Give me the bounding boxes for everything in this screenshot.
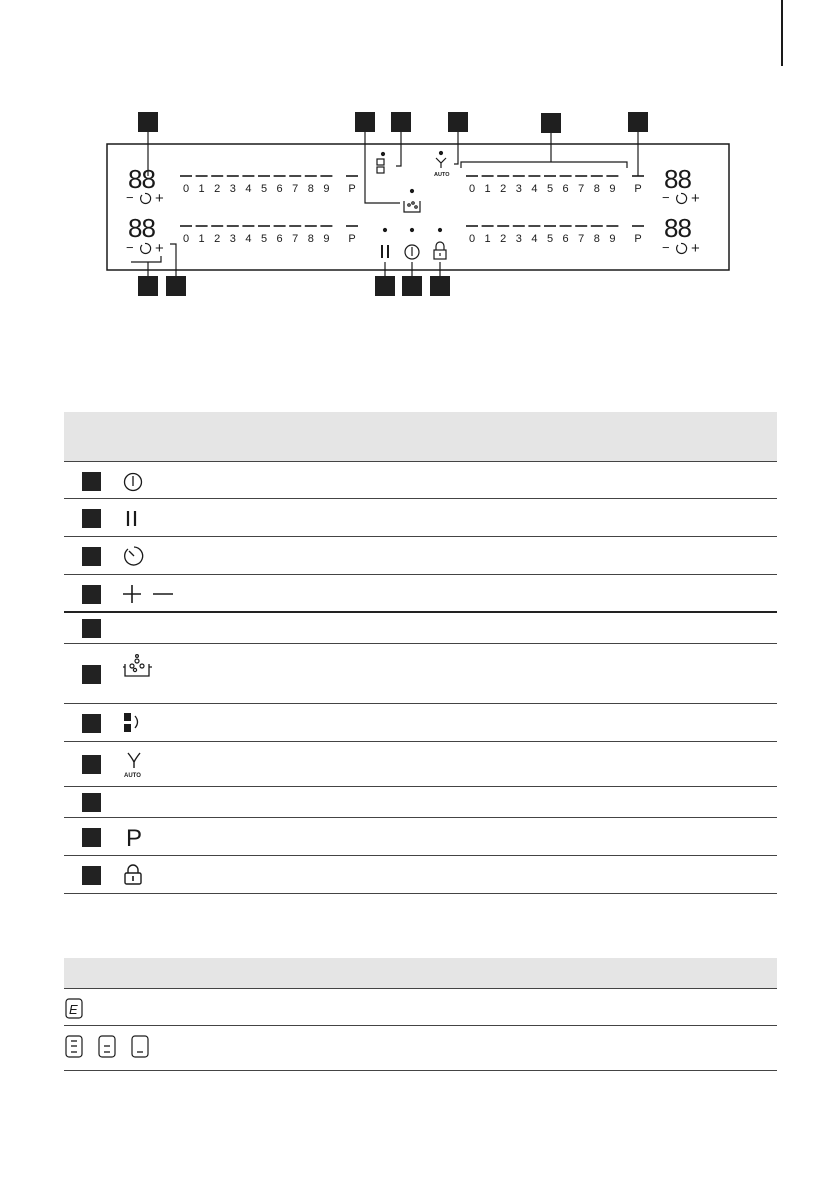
timer-plus[interactable]: + xyxy=(691,190,700,207)
table-row xyxy=(64,644,777,704)
bottom-left-scale-label: 2 xyxy=(214,233,221,245)
timer-minus[interactable]: − xyxy=(126,190,134,205)
bottom-right-scale-label: 4 xyxy=(531,233,538,245)
top-left-scale-label: 8 xyxy=(307,183,314,195)
callout-box xyxy=(448,112,468,132)
row-number-box xyxy=(82,619,101,638)
pause-icon xyxy=(122,508,144,530)
top-left-scale-label: 9 xyxy=(323,183,330,195)
callout-box xyxy=(166,276,186,296)
bottom-left-scale-label: 0 xyxy=(182,233,190,245)
top-right-scale-label: P xyxy=(634,183,642,195)
callout-box xyxy=(391,112,411,132)
table-row xyxy=(64,856,777,894)
lock-icon xyxy=(122,863,144,887)
power-icon xyxy=(122,471,144,493)
top-left-scale-label: 3 xyxy=(229,183,236,195)
table-row xyxy=(64,742,777,787)
callout-box xyxy=(375,276,395,296)
callout-box xyxy=(628,112,648,132)
bottom-right-scale-label: 0 xyxy=(468,233,476,245)
sensor-field-table xyxy=(64,412,777,894)
row-number-box xyxy=(82,547,101,566)
bottom-left-scale-label: 4 xyxy=(245,233,252,245)
auto-label: AUTO xyxy=(434,172,450,178)
bottom-left-scale-label: 6 xyxy=(276,233,283,245)
control-panel-diagram xyxy=(0,0,839,310)
bottom-left-scale-label: 1 xyxy=(198,233,205,245)
table-row xyxy=(64,704,777,742)
bottom-right-scale-label: 1 xyxy=(484,233,491,245)
top-left-scale-label: 7 xyxy=(292,183,299,195)
row-number-box xyxy=(82,793,101,812)
row-number-box xyxy=(82,755,101,774)
timer-minus[interactable]: − xyxy=(126,240,134,255)
boil-pot-icon xyxy=(122,654,156,680)
table-row xyxy=(64,613,777,644)
top-right-scale-label: 1 xyxy=(484,183,491,195)
top-right-scale-label: 3 xyxy=(515,183,522,195)
timer-clock-icon[interactable] xyxy=(677,193,687,203)
e-label: E xyxy=(69,1002,78,1017)
top-right-scale-label: 9 xyxy=(609,183,616,195)
timer-minus[interactable]: − xyxy=(662,190,670,205)
residual-heat-icons xyxy=(64,1034,164,1060)
timer-plus[interactable]: + xyxy=(155,240,164,257)
panel-outline xyxy=(107,144,729,270)
top-right-scale-label: 8 xyxy=(593,183,600,195)
bottom-left-scale-label: P xyxy=(348,233,356,245)
top-right-scale-label: 4 xyxy=(531,183,538,195)
row-number-box xyxy=(82,585,101,604)
top-left-scale-label: 4 xyxy=(245,183,252,195)
timer-clock-icon[interactable] xyxy=(141,243,151,253)
hob2hood-auto-icon xyxy=(122,750,148,780)
callout-box xyxy=(138,112,158,132)
top-left-scale-label: 0 xyxy=(182,183,190,195)
bottom-right-scale-label: 3 xyxy=(515,233,522,245)
top-right-scale-label: 7 xyxy=(578,183,585,195)
bottom-right-scale-label: 8 xyxy=(593,233,600,245)
row-number-box xyxy=(82,866,101,885)
timer-plus[interactable]: + xyxy=(691,240,700,257)
row-number-box xyxy=(82,509,101,528)
top-right-scale-label: 0 xyxy=(468,183,476,195)
top-right-scale-label: 5 xyxy=(546,183,554,195)
timer-icon xyxy=(122,544,146,568)
bottom-right-scale-label: 2 xyxy=(500,233,507,245)
table-row xyxy=(64,461,777,499)
timer-plus[interactable]: + xyxy=(155,190,164,207)
bottom-right-scale-label: P xyxy=(634,233,642,245)
bottom-left-scale-label: 3 xyxy=(229,233,236,245)
top-left-scale-label: 1 xyxy=(198,183,205,195)
zone-display: 88 xyxy=(664,164,691,194)
bottom-left-scale-label: 7 xyxy=(292,233,299,245)
callout-box xyxy=(430,276,450,296)
zone-display: 88 xyxy=(128,164,155,194)
timer-clock-icon[interactable] xyxy=(141,193,151,203)
table-row xyxy=(64,1026,777,1071)
table-row xyxy=(64,818,777,856)
bottom-left-scale-label: 9 xyxy=(323,233,330,245)
plus-minus-icon xyxy=(122,583,182,605)
table-row xyxy=(64,537,777,575)
callout-box xyxy=(355,112,375,132)
zone-display: 88 xyxy=(128,213,155,243)
bottom-right-scale-label: 9 xyxy=(609,233,616,245)
bottom-left-scale-label: 8 xyxy=(307,233,314,245)
bottom-right-scale-label: 6 xyxy=(562,233,569,245)
top-left-scale-label: 5 xyxy=(260,183,268,195)
top-right-scale-label: 6 xyxy=(562,183,569,195)
callout-box xyxy=(402,276,422,296)
power-boost-p-icon xyxy=(122,824,144,850)
timer-clock-icon[interactable] xyxy=(677,243,687,253)
zone-display: 88 xyxy=(664,213,691,243)
table-row xyxy=(64,575,777,613)
table-row xyxy=(64,499,777,537)
table-header xyxy=(64,958,777,988)
row-number-box xyxy=(82,714,101,733)
row-number-box xyxy=(82,665,101,684)
bridge-zone-icon xyxy=(122,711,144,735)
bottom-left-scale-label: 5 xyxy=(260,233,268,245)
callout-box xyxy=(138,276,158,296)
table-row xyxy=(64,988,777,1026)
bottom-right-scale-label: 5 xyxy=(546,233,554,245)
top-left-scale-label: P xyxy=(348,183,356,195)
error-e-icon xyxy=(64,997,88,1021)
bottom-right-scale-label: 7 xyxy=(578,233,585,245)
table-row xyxy=(64,787,777,818)
top-left-scale-label: 2 xyxy=(214,183,221,195)
row-number-box xyxy=(82,472,101,491)
top-left-scale-label: 6 xyxy=(276,183,283,195)
display-table xyxy=(64,958,777,1071)
top-right-scale-label: 2 xyxy=(500,183,507,195)
row-number-box xyxy=(82,828,101,847)
table-header xyxy=(64,412,777,461)
p-label: P xyxy=(126,825,143,850)
timer-minus[interactable]: − xyxy=(662,240,670,255)
callout-box xyxy=(541,113,561,133)
auto-label: AUTO xyxy=(124,773,141,779)
